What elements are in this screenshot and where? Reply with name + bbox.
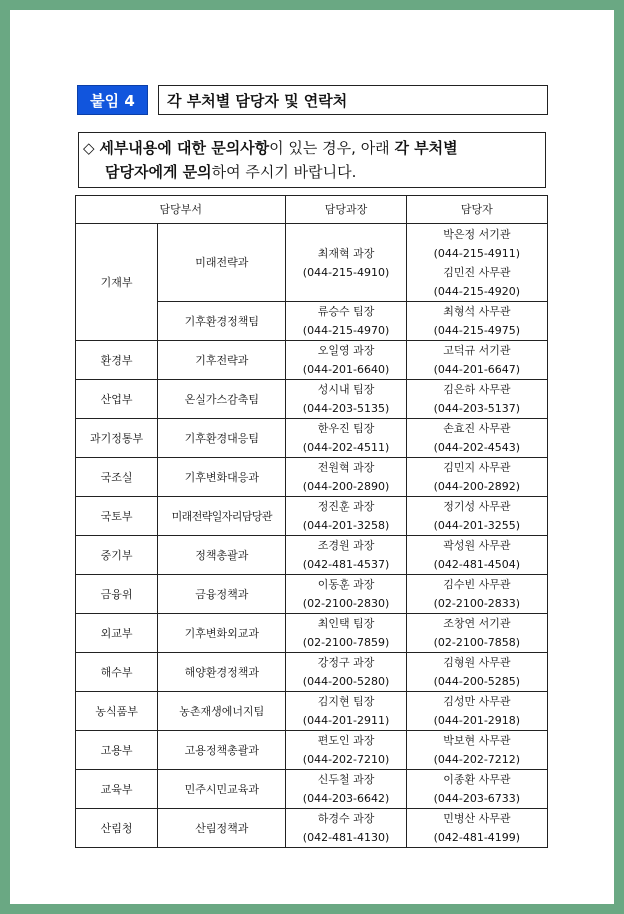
manager-line: 최인택 팀장	[317, 617, 375, 630]
cell-ministry: 고용부	[76, 731, 158, 770]
cell-contact	[406, 380, 547, 419]
cell-contact	[406, 341, 547, 380]
cell-ministry: 산림청	[76, 809, 158, 848]
cell-contact	[406, 614, 547, 653]
manager-line: (044-203-5135)	[302, 402, 390, 415]
table-row	[76, 731, 548, 770]
table-header-row	[76, 196, 548, 224]
manager-line: (02-2100-2830)	[302, 597, 390, 610]
contact-line: 김성만 사무관	[443, 695, 511, 708]
cell-manager	[286, 575, 406, 614]
manager-line: 편도인 과장	[317, 734, 375, 747]
cell-division: 해양환경정책과	[158, 653, 286, 692]
contact-line: 손효진 사무관	[443, 422, 511, 435]
manager-line: 정진훈 과장	[317, 500, 375, 513]
page-title-text: 각 부처별 담당자 및 연락처	[167, 91, 348, 110]
contact-line: (044-203-6733)	[433, 792, 521, 805]
table-row	[76, 380, 548, 419]
cell-contact	[406, 536, 547, 575]
cell-manager	[286, 653, 406, 692]
cell-manager	[286, 458, 406, 497]
manager-line: (042-481-4130)	[302, 831, 390, 844]
cell-manager	[286, 419, 406, 458]
manager-line: (044-201-6640)	[302, 363, 390, 376]
cell-contact	[406, 809, 547, 848]
cell-ministry: 외교부	[76, 614, 158, 653]
cell-manager	[286, 692, 406, 731]
contact-line: (044-215-4975)	[433, 324, 521, 337]
manager-line: (044-203-6642)	[302, 792, 390, 805]
header-manager: 담당과장	[286, 196, 406, 224]
cell-manager	[286, 770, 406, 809]
manager-line: (02-2100-7859)	[302, 636, 390, 649]
cell-contact	[406, 575, 547, 614]
cell-manager	[286, 731, 406, 770]
cell-ministry: 국조실	[76, 458, 158, 497]
cell-division: 농촌재생에너지팀	[158, 692, 286, 731]
notice-bold-b: 각 부처별	[394, 139, 458, 157]
contact-line: (044-201-6647)	[433, 363, 521, 376]
cell-division: 정책총괄과	[158, 536, 286, 575]
table-row	[76, 341, 548, 380]
cell-division: 기후전략과	[158, 341, 286, 380]
manager-line: 강정구 과장	[317, 656, 375, 669]
manager-line: 김지현 팀장	[317, 695, 375, 708]
contact-line: 김은하 사무관	[443, 383, 511, 396]
contact-line: (044-203-5137)	[433, 402, 521, 415]
cell-ministry: 환경부	[76, 341, 158, 380]
manager-line: 한우진 팀장	[317, 422, 375, 435]
contact-line: (042-481-4199)	[433, 831, 521, 844]
contact-line: 박보현 사무관	[443, 734, 511, 747]
manager-line: (044-202-7210)	[302, 753, 390, 766]
contact-line: 이종환 사무관	[443, 773, 511, 786]
manager-line: 류승수 팀장	[317, 305, 375, 318]
cell-division: 기후변화대응과	[158, 458, 286, 497]
contact-line: (044-202-7212)	[433, 753, 521, 766]
manager-line: (044-202-4511)	[302, 441, 390, 454]
cell-ministry: 금융위	[76, 575, 158, 614]
contact-table	[75, 195, 548, 848]
contact-line: (02-2100-2833)	[433, 597, 521, 610]
manager-line: 조경원 과장	[317, 539, 375, 552]
table-row	[76, 809, 548, 848]
notice-normal-b: 하여 주시기 바랍니다.	[211, 163, 357, 181]
manager-line: (044-215-4970)	[302, 324, 390, 337]
manager-line: 신두철 과장	[317, 773, 375, 786]
contact-line: 박은정 서기관	[443, 227, 511, 241]
cell-contact	[406, 419, 547, 458]
attachment-label: 붙임 4	[77, 85, 148, 115]
cell-ministry: 해수부	[76, 653, 158, 692]
cell-manager	[286, 614, 406, 653]
notice-normal-a: 이 있는 경우, 아래	[269, 139, 395, 157]
contact-line: 김민진 사무관	[443, 265, 511, 279]
cell-division: 미래전략과	[158, 224, 286, 302]
cell-manager	[286, 536, 406, 575]
cell-manager	[286, 497, 406, 536]
table-row	[76, 653, 548, 692]
contact-line: 민병산 사무관	[443, 812, 511, 825]
cell-contact	[406, 302, 547, 341]
table-row	[76, 692, 548, 731]
cell-division: 민주시민교육과	[158, 770, 286, 809]
cell-division: 기후변화외교과	[158, 614, 286, 653]
cell-contact	[406, 458, 547, 497]
header-department: 담당부서	[76, 196, 286, 224]
contact-line: (044-215-4911)	[433, 246, 521, 260]
notice-line-2	[83, 160, 545, 184]
manager-line: (044-215-4910)	[302, 265, 390, 279]
cell-ministry: 교육부	[76, 770, 158, 809]
cell-contact	[406, 731, 547, 770]
notice-line-1	[83, 136, 545, 160]
cell-manager	[286, 809, 406, 848]
contact-line: (044-215-4920)	[433, 284, 521, 298]
cell-division: 고용정책총괄과	[158, 731, 286, 770]
cell-division: 기후환경정책팀	[158, 302, 286, 341]
manager-line: (044-201-2911)	[302, 714, 390, 727]
cell-ministry: 국토부	[76, 497, 158, 536]
cell-division: 온실가스감축팀	[158, 380, 286, 419]
contact-line: 최형석 사무관	[443, 305, 511, 318]
contact-line: 김민지 사무관	[443, 461, 511, 474]
contact-line: 정기성 사무관	[443, 500, 511, 513]
contact-line: (044-200-2892)	[433, 480, 521, 493]
notice-bold-a: 세부내용에 대한 문의사항	[99, 139, 270, 157]
cell-ministry: 과기정통부	[76, 419, 158, 458]
cell-manager	[286, 224, 406, 302]
table-row	[76, 575, 548, 614]
cell-division: 기후환경대응팀	[158, 419, 286, 458]
cell-ministry: 농식품부	[76, 692, 158, 731]
cell-ministry: 기재부	[76, 224, 158, 341]
manager-line: 하경수 과장	[317, 812, 375, 825]
manager-line: 전원혁 과장	[317, 461, 375, 474]
contact-line: (044-201-3255)	[433, 519, 521, 532]
manager-line: 최재혁 과장	[317, 246, 375, 260]
contact-line: (02-2100-7858)	[433, 636, 521, 649]
manager-line: 오일영 과장	[317, 344, 375, 357]
cell-contact	[406, 653, 547, 692]
page-title	[158, 85, 548, 115]
manager-line: 이동훈 과장	[317, 578, 375, 591]
cell-contact	[406, 224, 547, 302]
cell-contact	[406, 692, 547, 731]
contact-line: 조창연 서기관	[443, 617, 511, 630]
table-row	[76, 497, 548, 536]
manager-line: (044-200-5280)	[302, 675, 390, 688]
cell-division: 금융정책과	[158, 575, 286, 614]
contact-line: (044-202-4543)	[433, 441, 521, 454]
table-row	[76, 419, 548, 458]
contact-line: 김형원 사무관	[443, 656, 511, 669]
table-row	[76, 458, 548, 497]
cell-ministry: 산업부	[76, 380, 158, 419]
manager-line: (044-200-2890)	[302, 480, 390, 493]
header-contact: 담당자	[406, 196, 547, 224]
table-body	[76, 224, 548, 848]
cell-division: 미래전략일자리담당관	[158, 497, 286, 536]
contact-line: 고덕규 서기관	[443, 344, 511, 357]
contact-line: 곽성원 사무관	[443, 539, 511, 552]
cell-manager	[286, 302, 406, 341]
cell-contact	[406, 770, 547, 809]
cell-contact	[406, 497, 547, 536]
cell-manager	[286, 341, 406, 380]
contact-line: (044-200-5285)	[433, 675, 521, 688]
table-row	[76, 770, 548, 809]
contact-line: (042-481-4504)	[433, 558, 521, 571]
table-row	[76, 536, 548, 575]
cell-ministry: 중기부	[76, 536, 158, 575]
cell-division: 산림정책과	[158, 809, 286, 848]
notice-box	[78, 132, 546, 188]
table-row	[76, 224, 548, 302]
manager-line: 성시내 팀장	[317, 383, 375, 396]
contact-line: (044-201-2918)	[433, 714, 521, 727]
manager-line: (042-481-4537)	[302, 558, 390, 571]
notice-bold-c: 담당자에게 문의	[105, 163, 212, 181]
manager-line: (044-201-3258)	[302, 519, 390, 532]
table-row	[76, 614, 548, 653]
diamond-icon: ◇	[83, 139, 95, 157]
cell-manager	[286, 380, 406, 419]
contact-line: 김수빈 사무관	[443, 578, 511, 591]
